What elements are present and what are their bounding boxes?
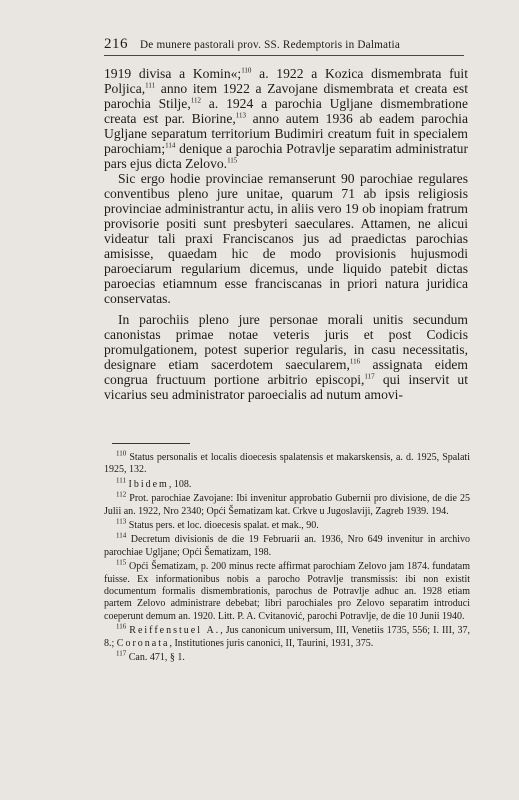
text-run: In parochiis pleno jure personae morali unitis secundum canonistas primae notae veteris juris et post Codicis promulgationem, potest superior regularis, in casu necessitatis, designare etiam sacerdotem saecularem,	[104, 312, 468, 372]
text-run: a. 1924 a parochia Ugljane dismembratione creata est par. Biorine,	[104, 96, 469, 126]
footnote	[104, 649, 470, 664]
main-text	[104, 66, 468, 402]
paragraph-1	[104, 66, 468, 171]
footnote-ref: 113	[235, 111, 246, 120]
author-name: Reiffenstuel A.	[129, 625, 221, 637]
text-run: anno item 1922 a Zavojane dismembrata et creata est parochia Stilje,	[104, 81, 468, 111]
text-run: qui inservit ut vicarius seu administrator paroecialis ad nutum amovi-	[104, 372, 468, 402]
author-name: Coronata	[116, 637, 170, 649]
footnote-number: 116	[116, 622, 127, 631]
author-name: Ibidem	[128, 478, 169, 490]
running-head: De munere pastorali prov. SS. Redemptoris in Dalmatia	[140, 39, 400, 51]
footnote-number: 112	[116, 490, 127, 499]
text-run: Sic ergo hodie provinciae remanserunt 90 parochiae regulares conventibus pleno jure unitae, quarum 71 ab ipsis religiosis provinciae administrantur actu, in aliis vero 19 ob inopiam fratrum provisorie positi sunt presbyteri saeculares. Attamen, ne alicui videatur tali praxi Franciscanos jus ad praedictas parochias amisisse, quaedam hic de modo provisionis hujusmodi paroeciarum regularium dicemus, unde liquido patebit dictas paroecias etiamnum esse franciscanas in priori natura juridica conservatas.	[104, 171, 468, 306]
footnote-ref: 117	[364, 372, 375, 381]
footnote-separator	[112, 443, 190, 444]
footnote-ref: 116	[349, 357, 361, 366]
footnote	[104, 622, 470, 650]
footnote-ref: 115	[227, 156, 238, 165]
footnote-ref: 114	[165, 141, 176, 150]
paragraph-2	[104, 171, 468, 306]
text-run: Status pers. et loc. dioecesis spalat. et mak., 90.	[126, 520, 319, 532]
text-run: Prot. parochiae Zavojane: Ibi invenitur approbatio Gubernii pro divisione, de die 25 Julii an. 1922, Nro 2340; Opći Šematizam kat. Crkve u Jugoslaviji, Zagreb 1939. 194.	[104, 493, 470, 517]
footnote	[104, 449, 470, 477]
text-run: anno autem 1936 ab eadem parochia Ugljane separatum territorium Budimiri creatum fuit in specialem parochiam;	[104, 111, 468, 156]
footnote-ref: 112	[190, 96, 201, 105]
text-run: 1919 divisa a Komin«;	[104, 66, 242, 81]
text-run: denique a parochia Potravlje separatim administratur pars ejus dicta Zelovo.	[104, 141, 468, 171]
text-run: Can. 471, § 1.	[126, 652, 185, 664]
text-run: a. 1922 a Kozica dismembrata fuit Poljica,	[104, 66, 468, 96]
footnote-number: 113	[116, 517, 127, 526]
footnote	[104, 534, 470, 559]
footnote-ref: 110	[241, 66, 252, 75]
page-header	[104, 36, 464, 56]
text-run: Opći Šematizam, p. 200 minus recte affirmat parochiam Zelovo jam 1874. fundatam fuisse. Ex informationibus nobis a parocho Potravlje transmissis: ibi non existit documentum formalis dismembrationis, parochus de Potravlje adhuc an. 1928 etiam partem Zelovo administrare debebat; libri parochiales pro Zelovo separatim introduci coeperunt demum an. 1920. Litt. P. A. Cvitanović, parochi Potravlje, de die 10 Junii 1940.	[104, 561, 470, 622]
text-run: Status personalis et localis dioecesis spalatensis et makarskensis, a. d. 1925, Spalati 1925, 132.	[104, 452, 470, 476]
text-run: assignata eidem congrua fructuum portione arbitrio episcopi,	[104, 357, 468, 387]
footnote-number: 111	[116, 476, 126, 485]
footnote-number: 110	[116, 449, 127, 458]
text-run: , Institutiones juris canonici, II, Taurini, 1931, 375.	[169, 637, 374, 649]
text-run: Decretum divisionis de die 19 Februarii an. 1936, Nro 649 invenitur in archivo parochiae Ugljane; Opći Šematizam, 198.	[104, 534, 470, 558]
footnote-ref: 111	[145, 81, 156, 90]
text-run: , Jus canonicum universum, III, Venetiis 1735, 556; I. III, 37, 8.;	[104, 625, 470, 649]
footnote-number: 115	[116, 558, 127, 567]
footnotes	[104, 449, 470, 665]
footnote	[104, 558, 470, 623]
paragraph-3	[104, 312, 468, 402]
text-run: , 108.	[168, 478, 192, 490]
footnote-number: 114	[116, 532, 127, 541]
footnote-number: 117	[116, 649, 127, 658]
footnote	[104, 490, 470, 518]
footnote	[104, 517, 470, 532]
page-number: 216	[104, 36, 128, 52]
footnote	[104, 476, 470, 491]
